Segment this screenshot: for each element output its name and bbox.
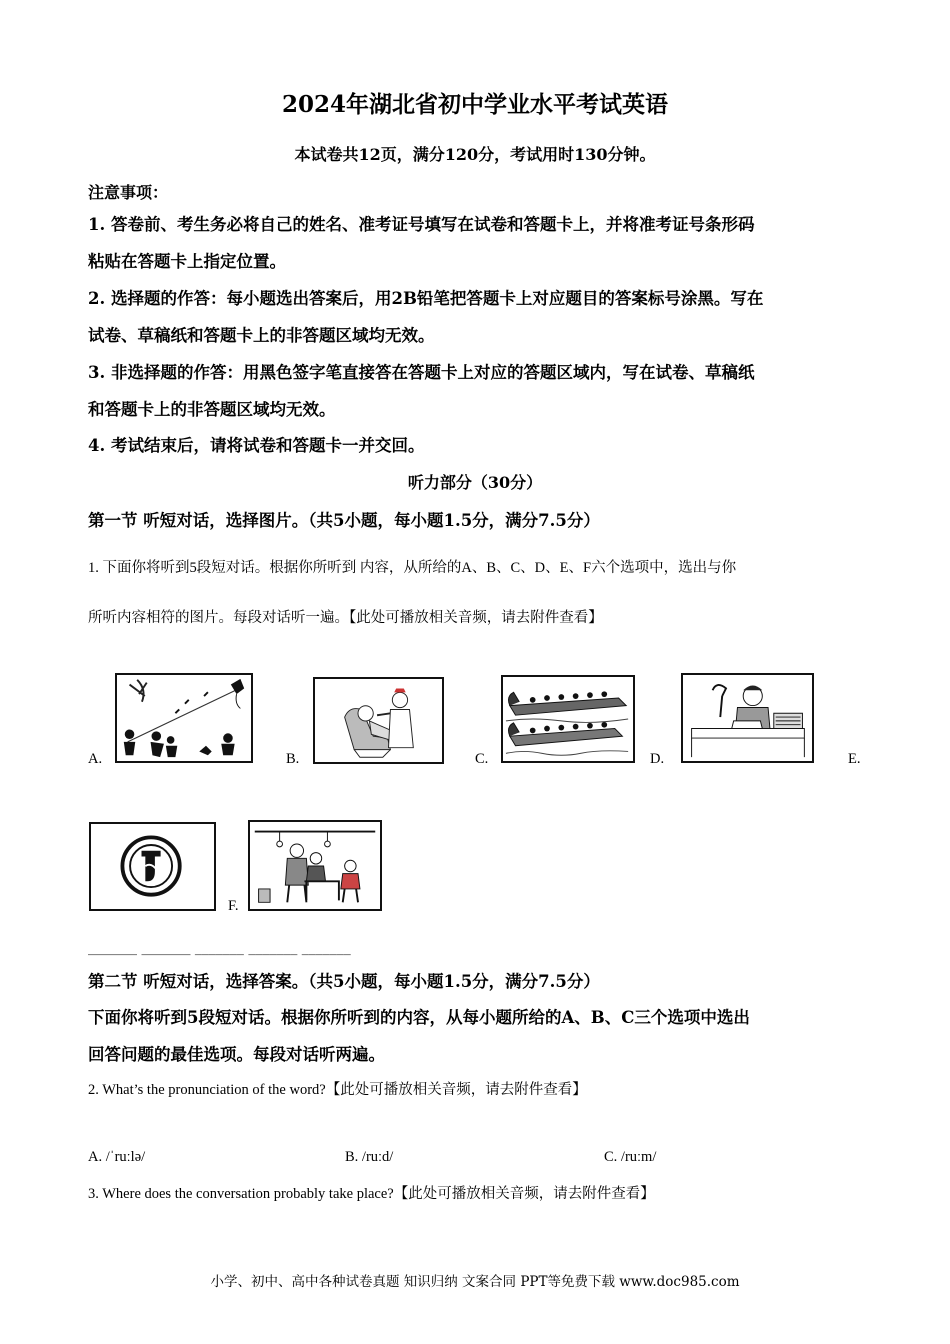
option-a-image: [115, 673, 253, 763]
keep-quiet-icon: [91, 824, 214, 909]
studying-icon: [683, 675, 812, 761]
exam-subtitle: 本试卷共12页，满分120分，考试用时130分钟。: [294, 145, 656, 164]
notice-item-2-line-2: 试卷、草稿纸和答题卡上的非答题区域均无效。: [88, 326, 435, 345]
kite-flying-icon: [117, 675, 251, 761]
question-2-option-b: B. /ruːd/: [345, 1149, 394, 1165]
q1-instruction-line-2: 所听内容相符的图片。每段对话听一遍。【此处可播放相关音频，请去附件查看】: [88, 610, 603, 626]
option-c-label: C.: [475, 751, 489, 767]
q1-instruction-line-1: 1. 下面你将听到5段短对话。根据你所听到 内容，从所给的A、B、C、D、E、F六个选项中，选出与你: [88, 560, 737, 576]
notice-item-1-line-2: 粘贴在答题卡上指定位置。: [88, 252, 286, 271]
option-c-image: [501, 675, 635, 763]
option-b-label: B.: [286, 751, 300, 767]
option-d-label: D.: [650, 751, 665, 767]
notice-item-2-line-1: 2. 选择题的作答：每小题选出答案后，用2B铅笔把答题卡上对应题目的答案标号涂黑。写在: [88, 289, 764, 308]
dentist-icon: [315, 679, 442, 762]
option-f-label: F.: [228, 898, 239, 914]
question-2: 2. What’s the pronunciation of the word?【此处可播放相关音频，请去附件查看】: [88, 1082, 587, 1098]
listening-header: 听力部分（30分）: [407, 473, 543, 492]
question-2-option-a: A. /ˈruːlə/: [88, 1149, 146, 1165]
notice-item-1-line-1: 1. 答卷前、考生务必将自己的姓名、准考证号填写在试卷和答题卡上，并将准考证号条形码: [88, 215, 755, 234]
giving-seat-icon: [250, 822, 380, 909]
option-b-image: [313, 677, 444, 764]
notice-heading: 注意事项：: [88, 183, 169, 202]
section2-heading: 第二节 听短对话，选择答案。（共5小题，每小题1.5分，满分7.5分）: [88, 972, 600, 991]
section2-instruction-line-1: 下面你将听到5段短对话。根据你所听到的内容，从每小题所给的A、B、C三个选项中选出: [88, 1008, 750, 1027]
option-f-image: [248, 820, 382, 911]
question-2-option-c: C. /ruːm/: [604, 1149, 657, 1165]
answer-blanks: _______ _______ _______ _______ _______: [88, 940, 351, 956]
section2-instruction-line-2: 回答问题的最佳选项。每段对话听两遍。: [88, 1045, 385, 1064]
section1-heading: 第一节 听短对话，选择图片。（共5小题，每小题1.5分，满分7.5分）: [88, 511, 600, 530]
option-d-image: [681, 673, 814, 763]
question-3: 3. Where does the conversation probably take place?【此处可播放相关音频，请去附件查看】: [88, 1186, 655, 1202]
notice-item-3-line-2: 和答题卡上的非答题区域均无效。: [88, 400, 336, 419]
notice-item-3-line-1: 3. 非选择题的作答：用黑色签字笔直接答在答题卡上对应的答题区域内，写在试卷、草稿纸: [88, 363, 755, 382]
page-footer: 小学、初中、高中各种试卷真题 知识归纳 文案合同 PPT等免费下载 www.doc985.com: [210, 1274, 740, 1290]
option-e-label: E.: [848, 751, 861, 767]
notice-item-4: 4. 考试结束后，请将试卷和答题卡一并交回。: [88, 436, 425, 455]
exam-title: 2024年湖北省初中学业水平考试英语: [281, 91, 668, 118]
dragon-boat-icon: [503, 677, 633, 761]
option-a-label: A.: [88, 751, 103, 767]
option-e-image: [89, 822, 216, 911]
